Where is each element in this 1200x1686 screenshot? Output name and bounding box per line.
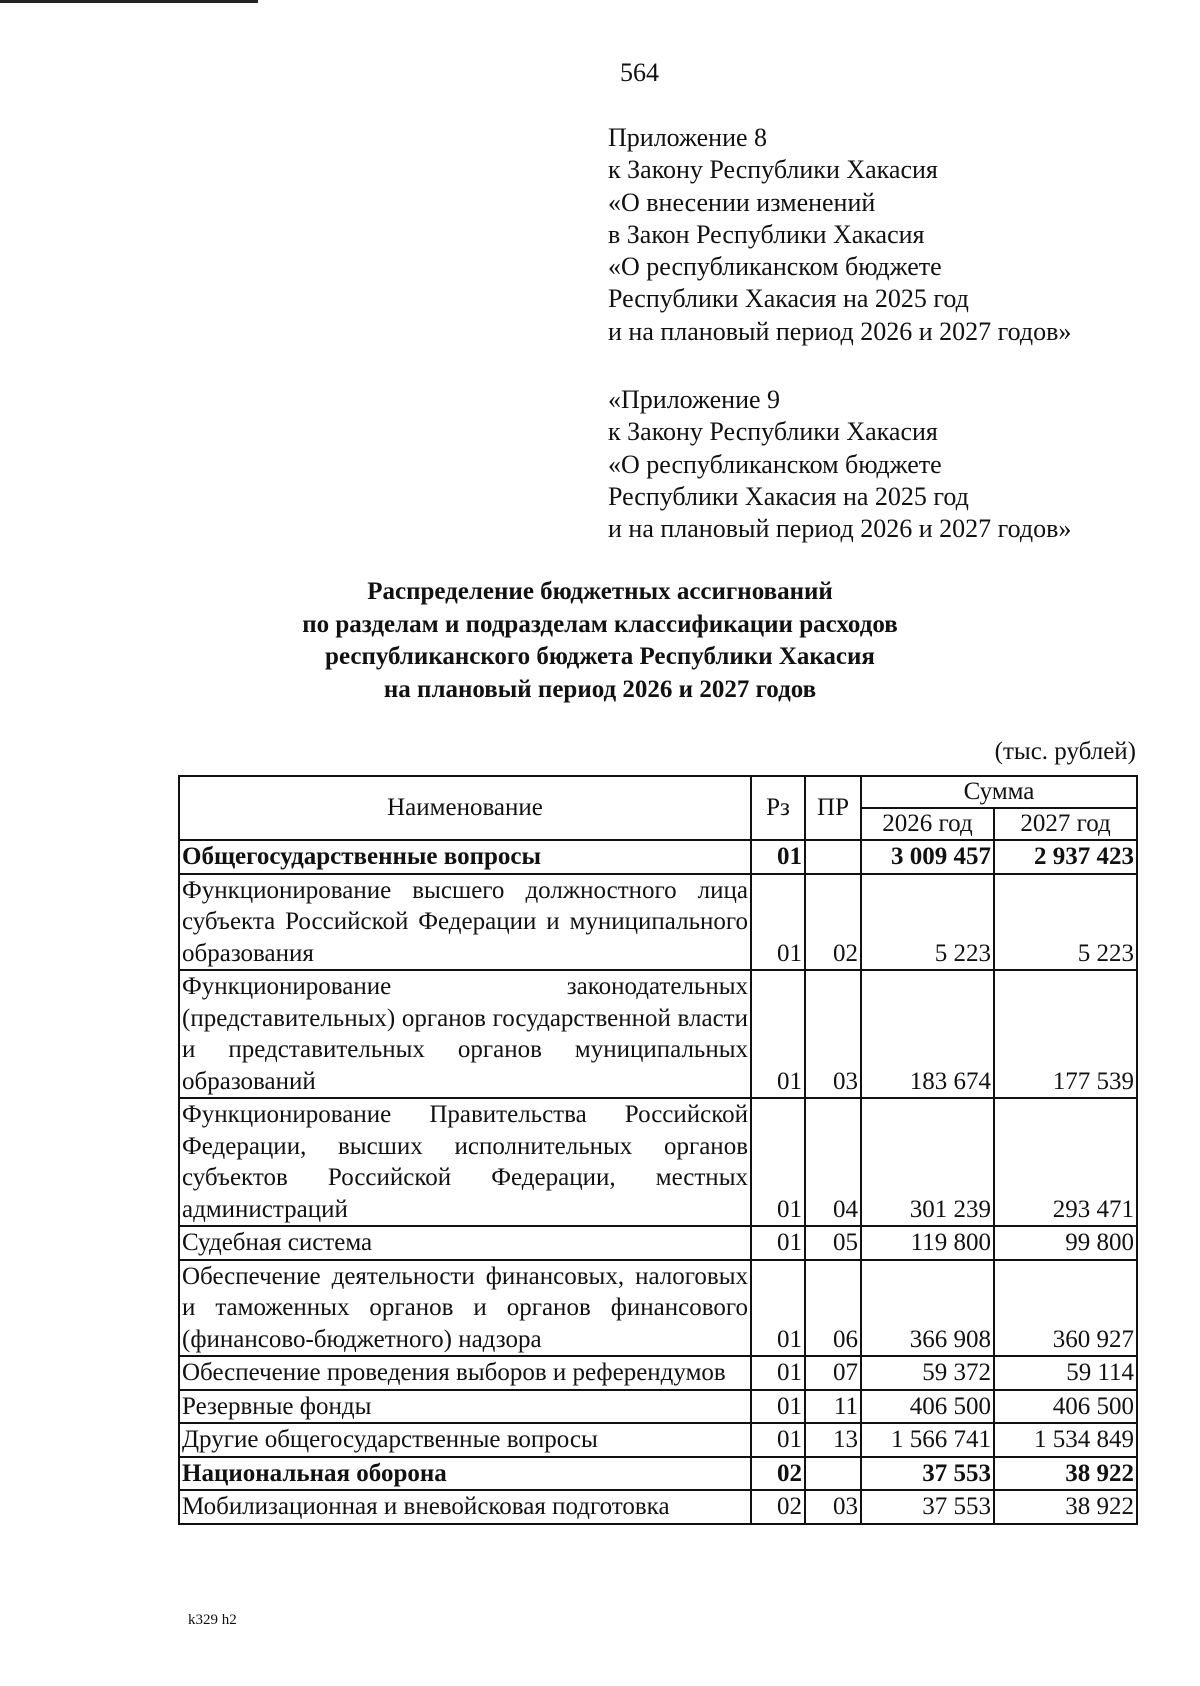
row-2027: 293 471: [994, 1098, 1137, 1226]
row-2026: 183 674: [861, 970, 994, 1098]
row-2027: 59 114: [994, 1356, 1137, 1390]
row-2027: 406 500: [994, 1390, 1137, 1424]
row-rz: 01: [751, 1226, 805, 1260]
title-line: по разделам и подразделам классификации расходов: [302, 610, 898, 638]
header-year-2027: 2027 год: [994, 808, 1137, 840]
appendix-8-line: Приложение 8: [608, 123, 768, 152]
row-name: Резервные фонды: [179, 1390, 751, 1424]
row-2027: 360 927: [994, 1260, 1137, 1357]
appendix-8-line: и на плановый период 2026 и 2027 годов»: [608, 316, 1072, 346]
row-rz: 01: [751, 970, 805, 1098]
appendix-8-line: Республики Хакасия на 2025 год: [608, 284, 969, 314]
row-2026: 37 553: [861, 1490, 994, 1524]
appendix-9-line: «Приложение 9: [608, 385, 781, 414]
row-rz: 01: [751, 840, 805, 874]
row-name: Национальная оборона: [179, 1457, 751, 1491]
appendix-9-line: к Закону Республики Хакасия: [608, 417, 938, 447]
row-2027: 38 922: [994, 1490, 1137, 1524]
table-row: [179, 1490, 1137, 1524]
row-rz: 01: [751, 1390, 805, 1424]
row-name: Судебная система: [179, 1226, 751, 1260]
row-2027: 99 800: [994, 1226, 1137, 1260]
row-pr: 04: [805, 1098, 861, 1226]
row-2027: 1 534 849: [994, 1423, 1137, 1457]
title-line: Распределение бюджетных ассигнований: [367, 578, 833, 605]
row-rz: 01: [751, 1098, 805, 1226]
row-rz: 01: [751, 874, 805, 971]
appendix-8-line: к Закону Республики Хакасия: [608, 155, 938, 185]
row-pr: 13: [805, 1423, 861, 1457]
row-2026: 1 566 741: [861, 1423, 994, 1457]
scan-edge-line: [0, 0, 258, 3]
footer-code: k329 h2: [188, 1612, 237, 1628]
row-name: Общегосударственные вопросы: [179, 840, 751, 874]
budget-table: [178, 775, 1138, 1525]
appendix-8-block: [608, 122, 1071, 348]
table-row: [179, 840, 1137, 874]
title-line: республиканского бюджета Республики Хакасия: [325, 643, 875, 670]
row-name: Функционирование высшего должностного лица субъекта Российской Федерации и муниципального образования: [179, 874, 751, 971]
appendix-9-line: и на плановый период 2026 и 2027 годов»: [608, 514, 1072, 544]
row-name: Другие общегосударственные вопросы: [179, 1423, 751, 1457]
header-pr: ПР: [805, 776, 861, 840]
row-2027: 2 937 423: [994, 840, 1137, 874]
row-rz: 01: [751, 1356, 805, 1390]
table-row: [179, 1098, 1137, 1226]
row-2026: 406 500: [861, 1390, 994, 1424]
appendix-8-line: «О республиканском бюджете: [608, 252, 942, 282]
header-rz: Рз: [751, 776, 805, 840]
table-row: [179, 1226, 1137, 1260]
document-title: [0, 576, 1200, 706]
row-2026: 37 553: [861, 1457, 994, 1491]
row-2026: 5 223: [861, 874, 994, 971]
row-pr: 06: [805, 1260, 861, 1357]
row-2027: 38 922: [994, 1457, 1137, 1491]
table-row: [179, 1356, 1137, 1390]
unit-note: (тыс. рублей): [994, 738, 1136, 765]
appendix-9-line: «О республиканском бюджете: [608, 449, 942, 479]
row-rz: 02: [751, 1457, 805, 1491]
row-2026: 3 009 457: [861, 840, 994, 874]
row-2026: 301 239: [861, 1098, 994, 1226]
row-pr: 02: [805, 874, 861, 971]
row-rz: 02: [751, 1490, 805, 1524]
appendix-9-line: Республики Хакасия на 2025 год: [608, 481, 969, 511]
row-2027: 5 223: [994, 874, 1137, 971]
row-pr: 05: [805, 1226, 861, 1260]
row-rz: 01: [751, 1260, 805, 1357]
page-number: 564: [620, 58, 659, 87]
row-pr: [805, 1457, 861, 1491]
row-pr: 07: [805, 1356, 861, 1390]
table-row: [179, 970, 1137, 1098]
table-row: [179, 1390, 1137, 1424]
table-row: [179, 1423, 1137, 1457]
row-pr: 03: [805, 1490, 861, 1524]
row-2026: 59 372: [861, 1356, 994, 1390]
header-name: Наименование: [179, 776, 751, 840]
table-row: [179, 1260, 1137, 1357]
table-row: [179, 1457, 1137, 1491]
title-line: на плановый период 2026 и 2027 годов: [383, 675, 817, 703]
row-name: Мобилизационная и вневойсковая подготовка: [179, 1490, 751, 1524]
row-pr: 11: [805, 1390, 861, 1424]
row-name: Обеспечение деятельности финансовых, налоговых и таможенных органов и органов финансового (финансово-бюджетного) надзора: [179, 1260, 751, 1357]
header-sum: Сумма: [861, 776, 1137, 808]
appendix-8-line: в Закон Республики Хакасия: [608, 219, 925, 249]
row-2027: 177 539: [994, 970, 1137, 1098]
row-name: Функционирование законодательных (представительных) органов государственной власти и представительных органов муниципальных образований: [179, 970, 751, 1098]
appendix-9-block: [608, 384, 1071, 545]
row-pr: 03: [805, 970, 861, 1098]
row-rz: 01: [751, 1423, 805, 1457]
table-row: [179, 874, 1137, 971]
row-name: Обеспечение проведения выборов и референдумов: [179, 1356, 751, 1390]
row-name: Функционирование Правительства Российской Федерации, высших исполнительных органов субъектов Российской Федерации, местных администраций: [179, 1098, 751, 1226]
row-2026: 366 908: [861, 1260, 994, 1357]
row-2026: 119 800: [861, 1226, 994, 1260]
row-pr: [805, 840, 861, 874]
appendix-8-line: «О внесении изменений: [608, 187, 876, 217]
header-year-2026: 2026 год: [861, 808, 994, 840]
